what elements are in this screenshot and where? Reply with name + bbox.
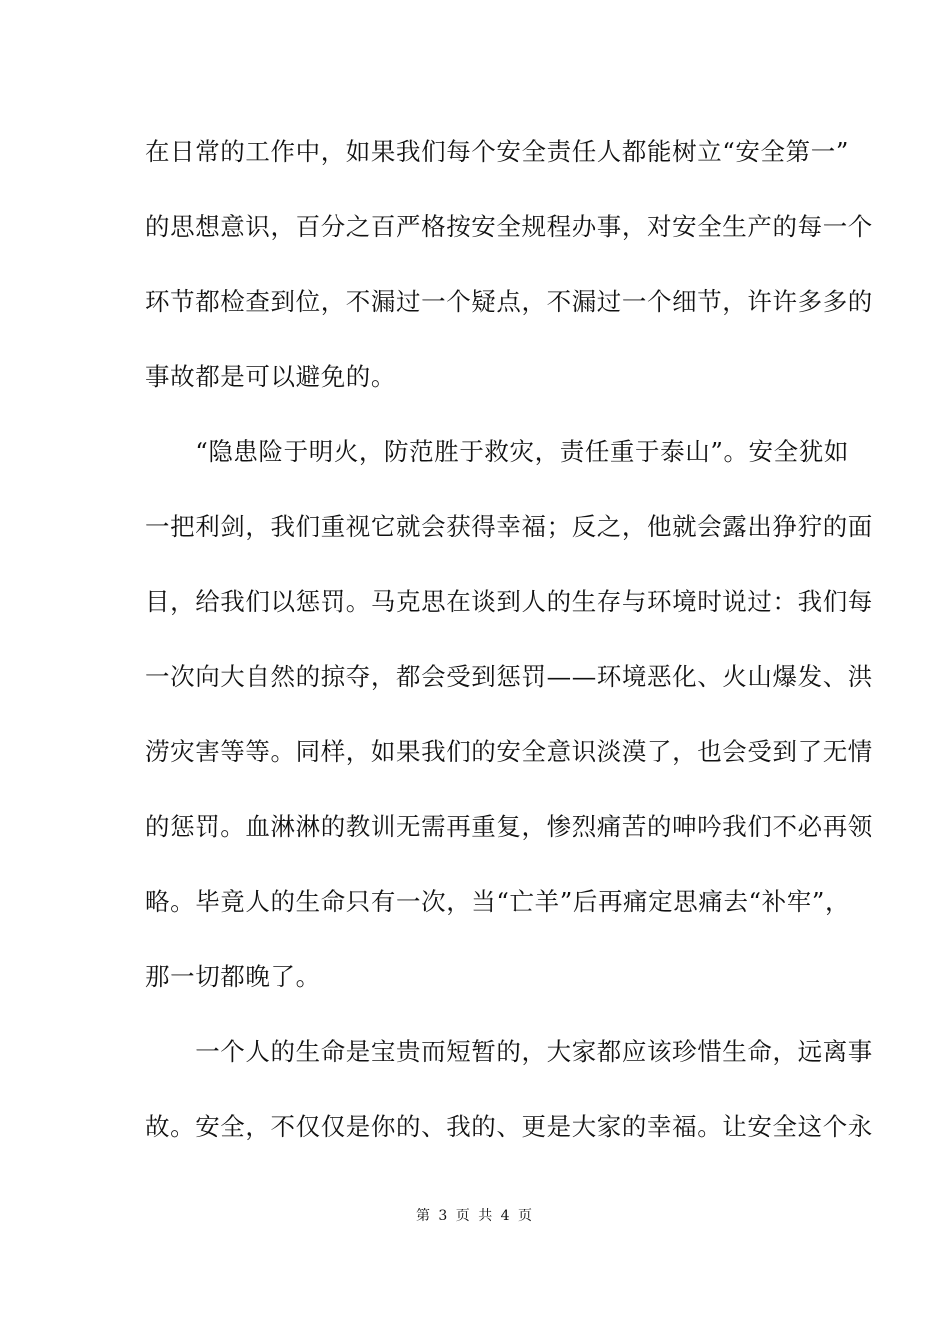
- body-text-line: “隐患险于明火，防范胜于救灾，责任重于泰山”。安全犹如: [145, 437, 849, 466]
- body-text-line: 涝灾害等等。同样，如果我们的安全意识淡漠了，也会受到了无情: [145, 737, 873, 766]
- body-text-line: 在日常的工作中，如果我们每个安全责任人都能树立“安全第一”: [145, 137, 849, 166]
- body-text-line: 故。安全，不仅仅是你的、我的、更是大家的幸福。让安全这个永: [145, 1112, 873, 1141]
- body-text-line: 一把利剑，我们重视它就会获得幸福；反之，他就会露出狰狞的面: [145, 512, 873, 541]
- body-text-line: 一个人的生命是宝贵而短暂的，大家都应该珍惜生命，远离事: [145, 1037, 873, 1066]
- body-text-line: 的惩罚。血淋淋的教训无需再重复，惨烈痛苦的呻吟我们不必再领: [145, 812, 873, 841]
- body-text-line: 的思想意识，百分之百严格按安全规程办事，对安全生产的每一个: [145, 212, 873, 241]
- body-text-line: 那一切都晚了。: [145, 962, 321, 991]
- body-text-line: 略。毕竟人的生命只有一次，当“亡羊”后再痛定思痛去“补牢”，: [145, 887, 851, 916]
- body-text-line: 一次向大自然的掠夺，都会受到惩罚——环境恶化、火山爆发、洪: [145, 662, 873, 691]
- body-text-line: 目，给我们以惩罚。马克思在谈到人的生存与环境时说过：我们每: [145, 587, 873, 616]
- body-text-line: 环节都检查到位，不漏过一个疑点，不漏过一个细节，许许多多的: [145, 287, 873, 316]
- page-number-footer: 第 3 页 共 4 页: [415, 1208, 535, 1224]
- body-text-line: 事故都是可以避免的。: [145, 362, 396, 391]
